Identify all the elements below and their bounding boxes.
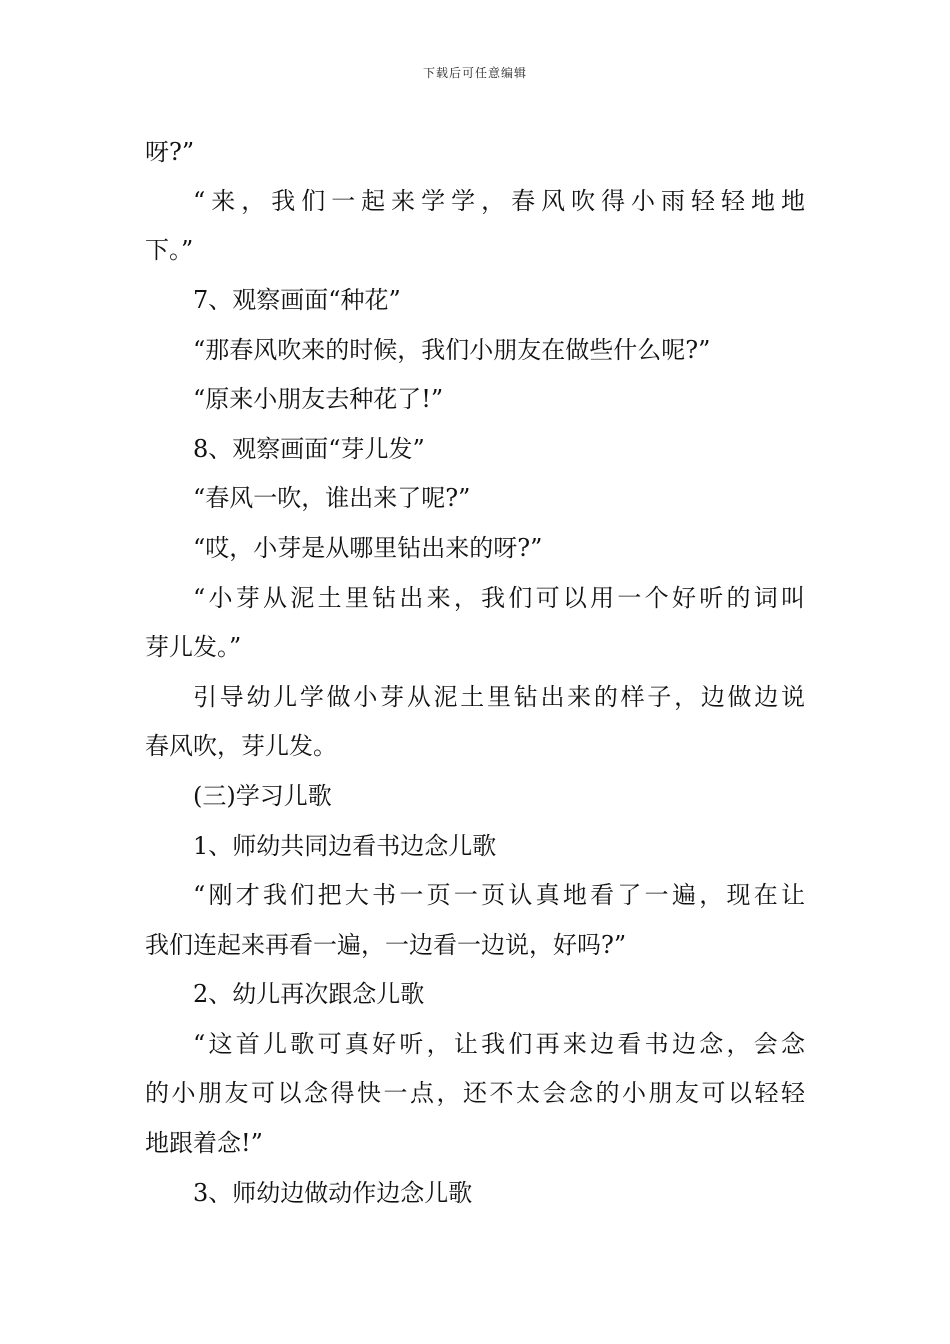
- text-line: “春风一吹，谁出来了呢?”: [193, 484, 471, 512]
- text-line: 7、观察画面“种花”: [193, 286, 401, 314]
- text-line: 3、师幼边做动作边念儿歌: [193, 1179, 473, 1207]
- text-line: 1、师幼共同边看书边念儿歌: [193, 832, 497, 860]
- text-line: 8、观察画面“芽儿发”: [193, 435, 425, 463]
- text-line: 下。”: [145, 236, 194, 264]
- text-line: 芽儿发。”: [145, 633, 242, 661]
- text-line: 我们连起来再看一遍，一边看一边说，好吗?”: [145, 931, 627, 959]
- text-line: “原来小朋友去种花了!”: [193, 385, 444, 413]
- text-line: 呀?”: [145, 138, 195, 166]
- text-line: “那春风吹来的时候，我们小朋友在做些什么呢?”: [193, 336, 711, 364]
- text-line: 引导幼儿学做小芽从泥土里钻出来的样子，边做边说: [193, 683, 805, 711]
- text-line: “刚才我们把大书一页一页认真地看了一遍，现在让: [193, 881, 805, 909]
- text-line: 2、幼儿再次跟念儿歌: [193, 980, 425, 1008]
- text-line: “小芽从泥土里钻出来，我们可以用一个好听的词叫: [193, 584, 805, 612]
- text-line: 春风吹，芽儿发。: [145, 732, 337, 760]
- text-line: 的小朋友可以念得快一点，还不太会念的小朋友可以轻轻: [145, 1079, 805, 1107]
- text-line: “这首儿歌可真好听，让我们再来边看书边念，会念: [193, 1030, 805, 1058]
- section-heading: (三)学习儿歌: [193, 782, 332, 810]
- text-line: “来，我们一起来学学，春风吹得小雨轻轻地地: [193, 187, 805, 215]
- page-header: 下载后可任意编辑: [422, 66, 527, 80]
- text-line: “哎，小芽是从哪里钻出来的呀?”: [193, 534, 543, 562]
- text-line: 地跟着念!”: [145, 1129, 263, 1157]
